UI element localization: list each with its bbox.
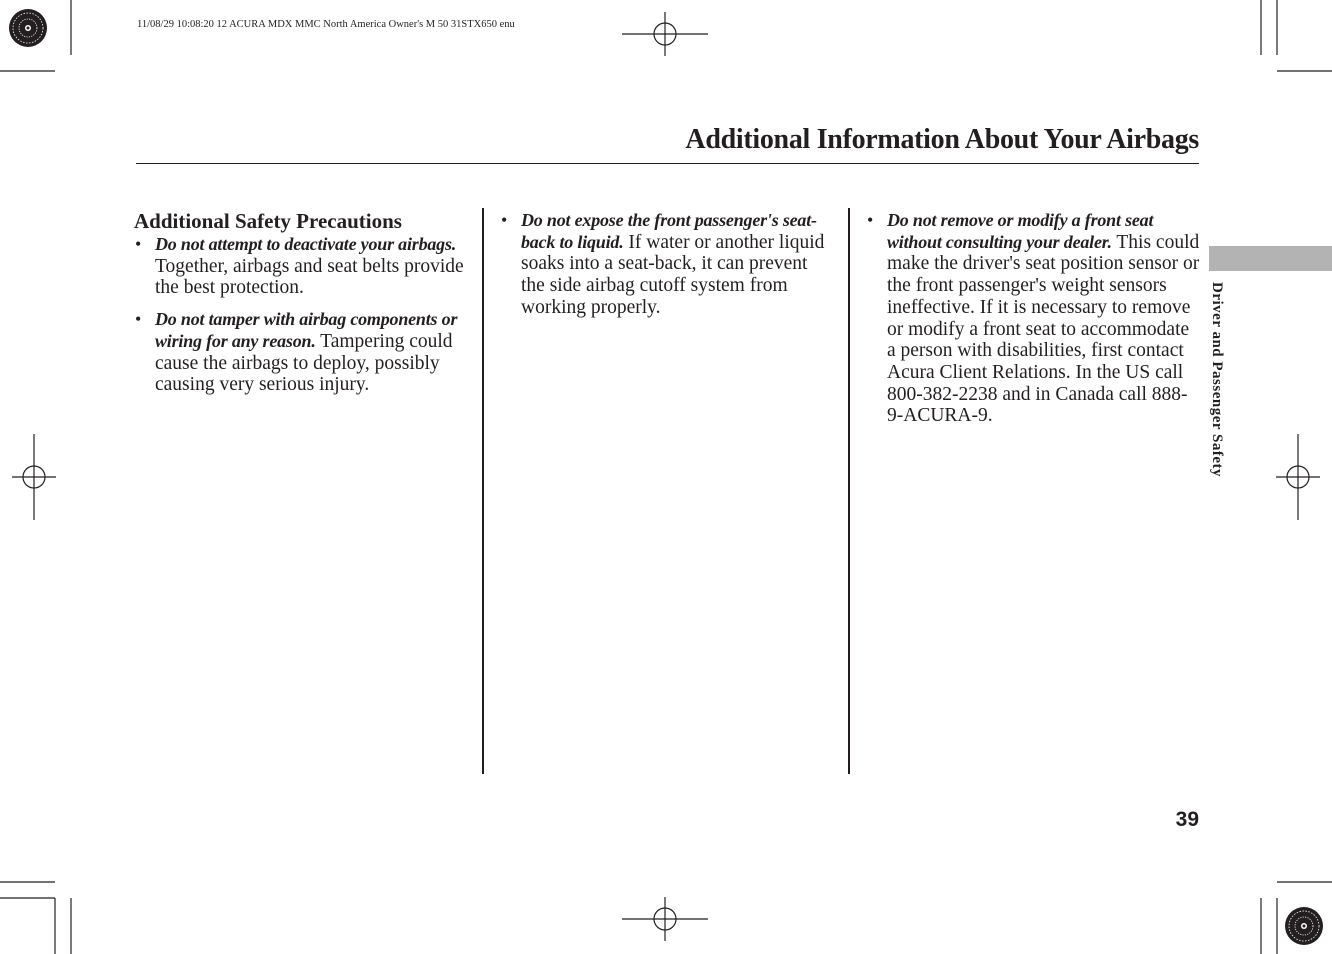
item-text: Together, airbags and seat belts provide the best protection. [155, 255, 464, 299]
item-text: If water or another liquid soaks into a seat-back, it can prevent the side airbag cutoff system from working properly. [521, 231, 825, 318]
column-divider [482, 208, 484, 774]
page-title: Additional Information About Your Airbags [685, 124, 1199, 155]
item-warning: Do not remove or modify a front seat without consulting your dealer. [887, 210, 1154, 252]
bullet: • [135, 234, 142, 254]
item-text: Tampering could cause the airbags to deploy, possibly causing very serious injury. [155, 330, 453, 396]
item-warning: Do not tamper with airbag components or wiring for any reason. [155, 309, 458, 351]
bullet: • [135, 309, 142, 330]
list-item [866, 210, 1201, 427]
item-warning: Do not expose the front passenger's seat-back to liquid. [521, 210, 817, 252]
side-label-text: Driver and Passenger Safety [1209, 282, 1225, 478]
column-3 [866, 210, 1201, 437]
column-2 [500, 210, 835, 329]
item-warning: Do not attempt to deactivate your airbags. [155, 234, 457, 254]
side-label [1208, 282, 1238, 512]
column-1 [134, 210, 474, 406]
list-item [134, 234, 474, 299]
bullet: • [867, 210, 874, 230]
title-rule [136, 163, 1199, 164]
section-tab [1209, 246, 1332, 271]
column-divider [848, 208, 850, 774]
bullet: • [501, 210, 508, 230]
print-meta: 11/08/29 10:08:20 12 ACURA MDX MMC North America Owner's M 50 31STX650 enu [137, 19, 515, 30]
section-heading: Additional Safety Precautions [134, 209, 402, 233]
list-item [500, 210, 835, 319]
list-item [134, 309, 474, 396]
item-text: This could make the driver's seat position sensor or the front passenger's weight sensors ineffective. If it is necessary to remove or modify a front seat to accommodate a person with disabilities, first contact Acura Client Relations. In the US call 800-382-2238 and in Canada call 888-9-ACURA-9. [887, 231, 1200, 427]
page-number: 39 [1175, 808, 1199, 831]
